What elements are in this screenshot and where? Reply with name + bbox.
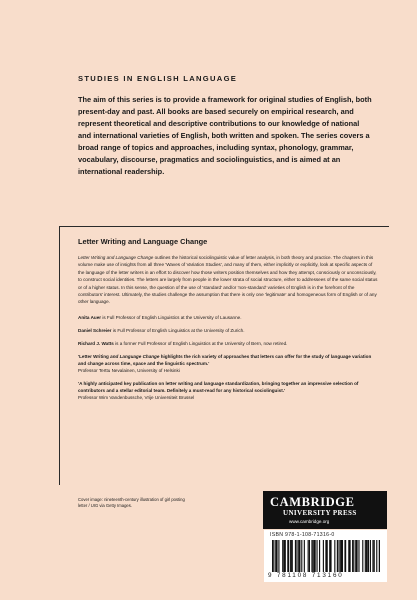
barcode-bar: [290, 540, 291, 572]
barcode-bar: [379, 540, 380, 572]
barcode-bar: [301, 540, 302, 572]
barcode-bar: [316, 540, 317, 572]
quote-text-part: highlights the rich variety of approaches that letters can offer for the study of language variation and change across time, space and the linguistic spectrum.': [78, 353, 372, 366]
barcode-bar: [350, 540, 351, 572]
cover-image-credit: Cover image: nineteenth-century illustration of girl posting letter / UIG via Getty Images.: [78, 497, 185, 509]
author-name: Daniel Schreier: [78, 327, 112, 333]
barcode-bar: [366, 540, 367, 572]
barcode-bar: [304, 540, 305, 572]
barcode-bar: [327, 540, 328, 572]
author-bio: [78, 327, 378, 334]
barcode-bar: [367, 540, 369, 572]
barcode-bar: [275, 540, 276, 572]
barcode-bar: [370, 540, 371, 572]
barcode-bar: [330, 540, 331, 572]
barcode-bar: [376, 540, 377, 572]
endorsement-quote: [78, 380, 378, 401]
book-panel-content: [78, 237, 378, 407]
quote-source: Professor Terttu Nevalainen, University of Helsinki: [78, 367, 180, 373]
quote-text-italic: and Language Change: [110, 353, 160, 359]
barcode-bar: [334, 540, 335, 572]
quote-text: [78, 353, 378, 367]
quote-text: 'A highly anticipated key publication on letter writing and language standardization, bringing together an impressive selection of contributors and a stellar editorial team. Definitely a must-read for any historical sociolinguist.': [78, 380, 359, 393]
publisher-press: UNIVERSITY PRESS: [283, 509, 357, 517]
barcode-bar: [362, 540, 363, 572]
publisher-url: www.cambridge.org: [289, 519, 330, 524]
author-bio-text: is Full Professor of English Linguistics at the University of Lausanne.: [101, 314, 242, 320]
book-title: Letter Writing and Language Change: [78, 237, 208, 246]
barcode-bar: [295, 540, 297, 572]
barcode-bar: [319, 540, 320, 572]
barcode-bar: [285, 540, 286, 572]
barcode-bar: [356, 540, 358, 572]
book-description-title: Letter Writing and Language Change: [78, 255, 154, 260]
quote-source: Professor Wim Vandenbussche, Vrije Universiteit Brussel: [78, 394, 195, 400]
barcode-bar: [297, 540, 298, 572]
author-bio: [78, 314, 378, 321]
author-bio: [78, 340, 378, 347]
barcode-bar: [278, 540, 279, 572]
barcode-bar: [282, 540, 283, 572]
barcode-bar: [276, 540, 278, 572]
quote-text-part: 'Letter Writing: [78, 353, 111, 359]
author-name: Richard J. Watts: [78, 340, 114, 346]
barcode-bar: [352, 540, 354, 572]
barcode-bar: [311, 540, 312, 572]
barcode-bar: [337, 540, 339, 572]
barcode-digits: 9 781108 713160: [268, 572, 344, 579]
barcode-bar: [339, 540, 340, 572]
barcode-bar: [308, 540, 309, 572]
book-panel: [59, 226, 389, 485]
barcode-icon: [272, 540, 380, 572]
barcode-bar: [342, 540, 343, 572]
barcode-bar: [287, 540, 289, 572]
endorsement-quote: [78, 353, 378, 374]
barcode-box: [264, 530, 387, 582]
barcode-bar: [291, 540, 293, 572]
barcode-bar: [323, 540, 324, 572]
barcode-bar: [309, 540, 310, 572]
author-bio-text: is Full Professor of English Linguistics at the University of Zurich.: [111, 327, 245, 333]
book-description-text: outlines the historical sociolinguistic value of letter analysis, in both theory and practice. The chapters in this volume make use of insights from all three 'Waves of Variation Studies', and many of them, either implicitly or explicitly, look at specific aspects of the language of the letter writers in an effort to discover how those writers position themselves and how they attempt, consciously or unconsciously, to construct social identities. The letters are largely from people in the lower strata of social structure, either to addressees of the same social status or of a higher status. In this sense, the question of the use of 'standard' and/or 'non-standard' varieties of English is in the forefront of the contributors' interest. Ultimately, the studies challenge the assumption that there is only one 'legitimate' and homogeneous form of English or of any other language.: [78, 255, 378, 305]
barcode-bar: [374, 540, 375, 572]
author-name: Anita Auer: [78, 314, 102, 320]
barcode-bar: [313, 540, 314, 572]
book-description: [78, 254, 378, 306]
publisher-name: CAMBRIDGE: [270, 495, 355, 509]
barcode-bar: [299, 540, 301, 572]
barcode-bar: [344, 540, 346, 572]
barcode-bar: [272, 540, 274, 572]
barcode-bar: [372, 540, 373, 572]
series-title: STUDIES IN ENGLISH LANGUAGE: [78, 74, 238, 83]
barcode-bar: [365, 540, 366, 572]
barcode-bar: [314, 540, 316, 572]
publisher-logo: [263, 491, 387, 529]
author-bio-text: is a former Full Professor of English Linguistics at the University of Bern, now retired.: [113, 340, 288, 346]
barcode-bar: [355, 540, 356, 572]
series-description: The aim of this series is to provide a framework for original studies of English, both present-day and past. All books are based securely on empirical research, and represent theoretical and descriptive contributions to our knowledge of national and international varieties of English, both written and spoken. The series covers a broad range of topics and approaches, including syntax, phonology, grammar, vocabulary, discourse, pragmatics and sociolinguistics, and is aimed at an international readership.: [78, 95, 372, 176]
barcode-bar: [358, 540, 359, 572]
isbn-label: ISBN 978-1-108-71316-0: [270, 532, 335, 538]
